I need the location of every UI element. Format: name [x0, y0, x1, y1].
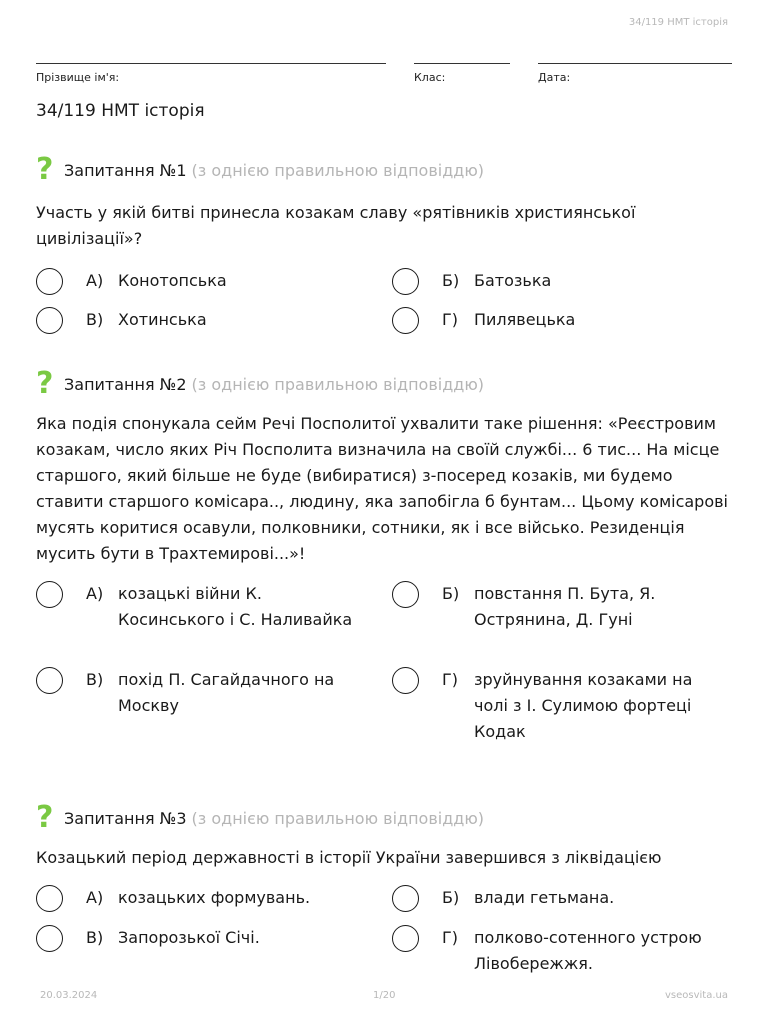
- document-title: 34/119 НМТ історія: [36, 101, 205, 121]
- option-text: зруйнування козаками на чолі з І. Сулимою фортеці Кодак: [474, 670, 693, 741]
- footer-site: vseosvita.ua: [665, 990, 728, 1001]
- date-field[interactable]: [538, 63, 732, 84]
- class-line: [414, 63, 510, 64]
- question-1: [36, 152, 736, 348]
- question-title: Запитання №1: [64, 160, 187, 180]
- answer-options: [36, 581, 736, 746]
- question-title: Запитання №2: [64, 374, 187, 394]
- option-text: полково-сотенного устрою Лівобережжя.: [474, 928, 702, 973]
- footer-date: 20.03.2024: [40, 990, 98, 1001]
- answer-options: [36, 268, 736, 348]
- question-text: Участь у якій битві принесла козакам славу «рятівників християнської цивілізації»?: [36, 203, 636, 248]
- radio-circle-icon[interactable]: [36, 925, 63, 952]
- radio-circle-icon[interactable]: [392, 268, 419, 295]
- option-a[interactable]: [36, 268, 376, 295]
- student-fields: [36, 63, 732, 93]
- answer-options: [36, 885, 736, 973]
- name-field[interactable]: [36, 63, 386, 84]
- option-letter: В): [86, 310, 104, 329]
- option-c[interactable]: [36, 925, 376, 952]
- option-c[interactable]: [36, 307, 376, 334]
- option-letter: Б): [442, 888, 460, 907]
- option-d[interactable]: [392, 307, 732, 334]
- question-header: [36, 152, 736, 187]
- option-text: похід П. Сагайдачного на Москву: [118, 670, 335, 715]
- option-letter: Б): [442, 271, 460, 290]
- name-label: Прізвище ім'я:: [36, 71, 120, 84]
- question-text: Козацький період державності в історії України завершився з ліквідацією: [36, 848, 662, 867]
- date-label: Дата:: [538, 71, 571, 84]
- option-text: Конотопська: [118, 271, 227, 290]
- option-letter: А): [86, 888, 104, 907]
- question-mark-icon: ?: [36, 366, 54, 401]
- option-b[interactable]: [392, 581, 732, 633]
- radio-circle-icon[interactable]: [392, 667, 419, 694]
- radio-circle-icon[interactable]: [36, 581, 63, 608]
- name-line: [36, 63, 386, 64]
- option-letter: А): [86, 271, 104, 290]
- page-header-title: 34/119 НМТ історія: [628, 17, 728, 28]
- option-a[interactable]: [36, 885, 376, 912]
- option-text: Хотинська: [118, 310, 207, 329]
- question-note: (з однією правильною відповіддю): [191, 160, 485, 180]
- option-letter: В): [86, 928, 104, 947]
- radio-circle-icon[interactable]: [392, 925, 419, 952]
- question-header: [36, 366, 736, 401]
- option-letter: А): [86, 584, 104, 603]
- date-line: [538, 63, 732, 64]
- option-b[interactable]: [392, 885, 732, 912]
- radio-circle-icon[interactable]: [392, 885, 419, 912]
- radio-circle-icon[interactable]: [36, 268, 63, 295]
- radio-circle-icon[interactable]: [36, 885, 63, 912]
- question-2: [36, 366, 736, 746]
- radio-circle-icon[interactable]: [392, 307, 419, 334]
- option-b[interactable]: [392, 268, 732, 295]
- footer-page-number: 1/20: [373, 990, 396, 1001]
- option-text: козацькі війни К. Косинського і С. Наливайка: [118, 584, 353, 629]
- radio-circle-icon[interactable]: [36, 667, 63, 694]
- option-text: влади гетьмана.: [474, 888, 615, 907]
- question-text: Яка подія спонукала сейм Речі Посполитої ухвалити таке рішення: «Реєстровим козакам, число яких Річ Посполита визначила на своїй службі... 6 тис... На місце старшого, який більше не буде (вибиратися) з-посеред козаків, ми будемо ставити старшого комісара.., людину, яка запобігла б бунтам... Цьому комісарові мусять коритися осавули, полковники, сотники, як і все військо. Резиденція мусить бути в Трахтемирові...»!: [36, 414, 728, 563]
- option-letter: Г): [442, 670, 458, 689]
- radio-circle-icon[interactable]: [392, 581, 419, 608]
- option-letter: Г): [442, 310, 458, 329]
- option-text: Батозька: [474, 271, 552, 290]
- option-letter: Г): [442, 928, 458, 947]
- option-letter: Б): [442, 584, 460, 603]
- question-3: [36, 800, 736, 973]
- option-text: козацьких формувань.: [118, 888, 311, 907]
- option-text: Запорозької Січі.: [118, 928, 260, 947]
- option-letter: В): [86, 670, 104, 689]
- question-title: Запитання №3: [64, 808, 187, 828]
- class-field[interactable]: [414, 63, 510, 84]
- class-label: Клас:: [414, 71, 446, 84]
- question-mark-icon: ?: [36, 800, 54, 835]
- option-d[interactable]: [392, 667, 732, 745]
- question-header: [36, 800, 736, 835]
- question-mark-icon: ?: [36, 152, 54, 187]
- question-note: (з однією правильною відповіддю): [191, 808, 485, 828]
- question-note: (з однією правильною відповіддю): [191, 374, 485, 394]
- option-d[interactable]: [392, 925, 732, 977]
- radio-circle-icon[interactable]: [36, 307, 63, 334]
- option-c[interactable]: [36, 667, 376, 719]
- option-a[interactable]: [36, 581, 376, 633]
- option-text: Пилявецька: [474, 310, 576, 329]
- option-text: повстання П. Бута, Я. Острянина, Д. Гуні: [474, 584, 656, 629]
